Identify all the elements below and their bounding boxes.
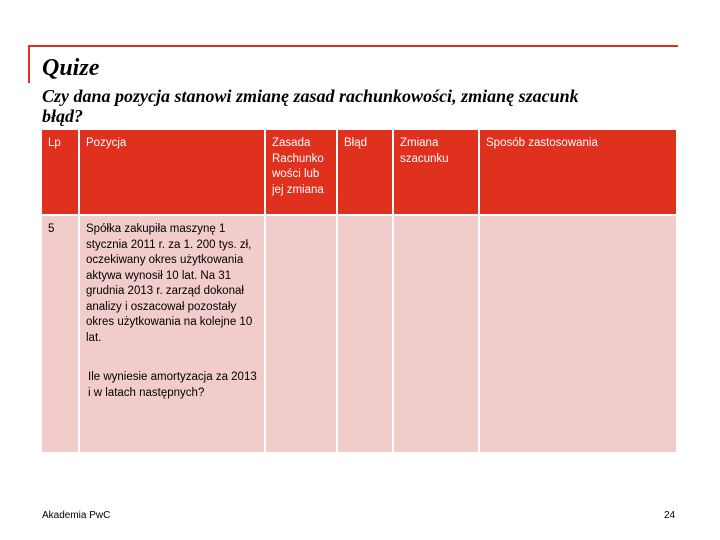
cell-zmiana[interactable]	[393, 215, 479, 453]
table-row	[41, 215, 677, 453]
question-line-1: Czy dana pozycja stanowi zmianę zasad rachunkowości, zmianę szacunk	[42, 86, 579, 106]
slide-question	[42, 86, 720, 126]
header-zasada: Zasada Rachunko wości lub jej zmiana	[265, 129, 337, 215]
cell-pozycja	[79, 215, 265, 453]
slide-title: Quize	[42, 55, 100, 81]
header-blad: Błąd	[337, 129, 393, 215]
page-number: 24	[664, 510, 676, 521]
cell-description: Spółka zakupiła maszynę 1 stycznia 2011 r. za 1. 200 tys. zł, oczekiwany okres użytkowania aktywa wynosił 10 lat. Na 31 grudnia 2013 r. zarząd dokonał analizy i oszacował pozostały okres użytkowania na kolejne 10 lat.	[86, 223, 253, 344]
quiz-table	[40, 128, 678, 454]
cell-question: Ile wyniesie amortyzacja za 2013 i w latach następnych?	[88, 371, 257, 399]
header-zmiana-szacunku: Zmiana szacunku	[393, 129, 479, 215]
cell-lp: 5	[41, 215, 79, 453]
cell-zasada[interactable]	[265, 215, 337, 453]
header-pozycja: Pozycja	[79, 129, 265, 215]
header-sposob: Sposób zastosowania	[479, 129, 677, 215]
top-accent-rule	[28, 45, 678, 47]
table-header-row	[41, 129, 677, 215]
cell-blad[interactable]	[337, 215, 393, 453]
header-lp: Lp	[41, 129, 79, 215]
cell-sposob[interactable]	[479, 215, 677, 453]
question-line-2: błąd?	[42, 106, 84, 126]
footer-brand: Akademia PwC	[42, 510, 111, 521]
left-accent-rule	[28, 45, 30, 83]
